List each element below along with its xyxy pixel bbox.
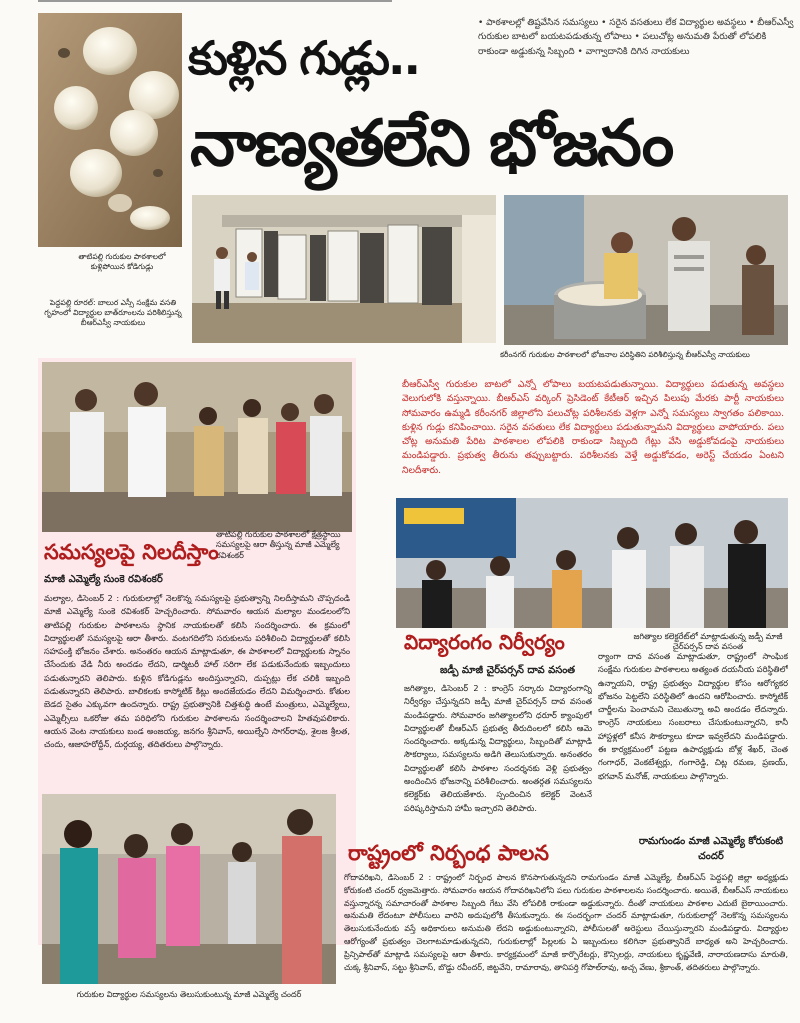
- egg-photo-caption: తాటిపల్లి గురుకుల పాఠశాలలో కుళ్లిపోయిన కోడిగుడ్లు: [78, 252, 166, 271]
- rotten-eggs-photo: [38, 13, 182, 247]
- kitchen-photo-caption: కరీంనగర్ గురుకుల పాఠశాలలో భోజనాల పరిస్థితిని పరిశీలిస్తున్న బీఆర్ఎస్వీ నాయకులు: [500, 350, 750, 359]
- bottom-story-headline: రాష్ట్రంలో నిర్బంధ పాలన: [348, 841, 550, 865]
- bottom-story-body: గోదావరిఖని, డిసెంబర్ 2 : రాష్ట్రంలో నిర్బంధ పాలన కొనసాగుతున్నదని రామగుండం మాజీ ఎమ్మెల్యే, బీఆర్ఎస్ పెద్దపల్లి జిల్లా అధ్యక్షుడు కోరుకంటి చందర్ ధ్వజమెత్తారు. సోమవారం ఆయన గోదావరిఖనిలోని పలు గురుకుల పాఠశాలలను సందర్శించారు. అయితే, బీఆర్ఎస్ నాయకులు వస్తున్నారన్న సమాచారంతో పాఠశాల సిబ్బంది గేటు వేసి లోపలికి రాకుండా అడ్డుకున్నారు. దీంతో నాయకులు పాఠశాల ఎదుటే బైఠాయించారు. అనుమతి లేదంటూ పోలీసులు వారిని అదుపులోకి తీసుకున్నారు. ఈ సందర్భంగా చందర్ మాట్లాడుతూ, గురుకులాల్లో నెలకొన్న సమస్యలను తెలుసుకునేందుకు వస్తే అధికారులు అనుమతి లేదని అడ్డుకుంటున్నారని, పోలీసులతో అరెస్టులు చేయిస్తున్నారని మండిపడ్డారు. విద్యార్థుల ఆరోగ్యంతో ప్రభుత్వం చెలగాటమాడుతున్నదని, గురుకులాల్లో పిల్లలకు ఏ ఇబ్బందులు కలిగినా ప్రభుత్వానిదే బాధ్యత అని హెచ్చరించారు. ప్రిన్సిపాల్‌తో మాట్లాడి సమస్యలపై ఆరా తీశారు. కార్యక్రమంలో మాజీ కార్పొరేటర్లు, కౌన్సిలర్లు, నాయకులు కృష్ణవేణి, నారాయణదాసు మారుతి, చుక్క శ్రీనివాస్, సట్టు శ్రీనివాస్, బొడ్డు రవీందర్, జిట్టవేని, రామారావు, తానిపర్తి గోపాల్‌రావు, అచ్చ వేణు, శ్రీకాంత్, తదితరులు పాల్గొన్నారు.: [344, 873, 788, 972]
- center-story-headline: విద్యారంగం నిర్వీర్యం: [404, 630, 565, 654]
- top-rule: [38, 0, 392, 2]
- kitchen-inspection-photo: [504, 195, 788, 345]
- left-story-byline: మాజీ ఎమ్మెల్యే సుంకె రవిశంకర్: [44, 574, 163, 585]
- left-story-headline: సమస్యలపై నిలదీస్తాం: [44, 540, 219, 564]
- bathroom-photo-caption: పెద్దపల్లి రూరల్: బాలుర ఎస్సీ సంక్షేమ వసతి గృహంలో విద్యార్థుల బాత్‌రూంలను పరిశీలిస్తున్న బీఆర్ఎస్వీ నాయకులు: [44, 298, 182, 327]
- lead-paragraph: బీఆర్ఎస్వీ గురుకుల బాటలో ఎన్నో లోపాలు బయటపడుతున్నాయి. విద్యార్థులు పడుతున్న అవస్థలు వెలుగులోకి వస్తున్నాయి. బీఆర్ఎస్ వర్కింగ్ ప్రెసిడెంట్ కేటీఆర్ ఇచ్చిన పిలుపు మేరకు పార్టీ నాయకులు సోమవారం ఉమ్మడి కరీంనగర్ జిల్లాలోని పలుచోట్ల పరిశీలనకు వెళ్లగా ఎన్నో సమస్యలు స్వాగతం పలికాయి. కుళ్లిన గుడ్లు కనిపించాయి. సరైన వసతులు లేక విద్యార్థులు పడుతున్నామని విద్యార్థులు వాపోయారు. పలు చోట్ల అనుమతి పేరిట పాఠశాలల లోపలికి రాకుండా సిబ్బంది గేట్లు వేసి అడ్డుకోవడంపై నాయకులు మండిపడ్డారు. ప్రభుత్వ తీరును తప్పుబట్టారు. పరిశీలనకు వెళ్తే అడ్డుకోవడం, అరెస్ట్ చేయడం ఏంటని నిలదీశారు.: [402, 379, 784, 476]
- students-interaction-photo: [42, 794, 336, 984]
- headline-rotten-eggs: కుళ్లిన గుడ్లు..: [188, 31, 419, 85]
- tatipalli-visit-photo: [42, 362, 352, 532]
- left-story-body: మల్యాల, డిసెంబర్ 2 : గురుకులాల్లో నెలకొన్న సమస్యలపై ప్రభుత్వాన్ని నిలదీస్తామని చొప్పదండి మాజీ ఎమ్మెల్యే సుంకె రవిశంకర్ హెచ్చరించారు. సోమవారం ఆయన మల్యాల మండలంలోని తాటిపల్లి గురుకుల పాఠశాలను స్థానిక నాయకులతో కలిసి సందర్శించారు. ఈ క్రమంలో విద్యార్థులతో సమస్యలపై ఆరా తీశారు. వంటగదిలోని సరుకులను పరిశీలించి విద్యార్థులతో కలిసి సహపంక్తి భోజనం చేశారు. అనంతరం ఆయన మాట్లాడుతూ, ఈ పాఠశాలలో విద్యార్థులకు స్నానం చేసేందుకు వేడి నీరు అందడం లేదని, డార్మిటరీ హాల్ సరిగా లేక పడుకునేందుకు ఇబ్బందులు పడుతున్నారని తెలిపారు. కుళ్లిన కోడిగుడ్లను అందిస్తున్నారని, దుప్పట్లు లేక చలికి ఇబ్బంది పడుతున్నారని తెలిపారు. బాలికలకు కాస్మోటిక్ కిట్లు అందజేయడం లేదని విమర్శించారు. కోతుల బెడద సైతం ఎక్కువగా ఉందన్నారు. రాష్ట్ర ప్రభుత్వానికి చిత్తశుద్ధి ఉంటే మంత్రులు, ఎమ్మెల్యేలు, ఎమ్మెల్సీలు ఒకరోజు తమ పరిధిలోని గురుకుల పాఠశాలను సందర్శించాలని హితవుపలికారు. ఆయన వెంట నాయకులు బండ అంజయ్య, జనగం శ్రీనివాస్, అయిల్నేని సాగర్‌రావు, శైలజ శ్రీలత, చందు, ఆజాహరోద్దీన్, దుర్గయ్య, తదితరులు పాల్గొన్నారు.: [44, 593, 350, 750]
- bathroom-inspection-photo: [192, 195, 496, 343]
- center-story-body-col1: జగిత్యాల, డిసెంబర్ 2 : కాంగ్రెస్ సర్కారు విద్యారంగాన్ని నిర్వీర్యం చేస్తున్నదని జడ్పీ మాజీ చైర్‌పర్సన్ దావ వసంత మండిపడ్డారు. సోమవారం జగిత్యాలలోని ధరూర్ క్యాంపులో విద్యార్థులతో బీఆర్ఎస్ ప్రభుత్వ తీరుదింలలో కలిసి ఆమె సందర్శించారు. అక్కడున్న విద్యార్థులు, సిబ్బందితో మాట్లాడి సౌకర్యాలు, సమస్యలను అడిగి తెలుసుకున్నారు. అనంతరం విద్యార్థులతో కలిసి పాఠశాల సందర్శనకు వెళ్లి ప్రభుత్వం అందించిన భోజనాన్ని పరిశీలించారు. అంతర్గత సమస్యలను కలెక్టర్‌కు తెలియజేశారు. స్పందించిన కలెక్టర్ వెంటనే పరిష్కరిస్తామని హామీ ఇచ్చారని తెలిపారు.: [404, 683, 592, 813]
- collectorate-photo-caption: జగిత్యాల కలెక్టరేట్‌లో మాట్లాడుతున్న జడ్పీ మాజీ చైర్‌పర్సన్ దావ వసంత: [633, 632, 783, 652]
- story-highlights: • పాఠశాలల్లో తిష్టవేసిన సమస్యలు • సరైన వసతులు లేక విద్యార్థుల అవస్థలు • బీఆర్ఎస్వీ గురుకుల బాటలో బయటపడుతున్న లోపాలు • పలుచోట్ల అనుమతి పేరుతో లోపలికి రాకుండా అడ్డుకున్న సిబ్బంది • వాగ్వాదానికి దిగిన నాయకులు: [478, 18, 794, 57]
- students-photo-caption: గురుకుల విద్యార్థుల సమస్యలను తెలుసుకుంటున్న మాజీ ఎమ్మెల్యే చందర్: [76, 990, 302, 999]
- tatipalli-photo-caption: తాటిపల్లి గురుకుల పాఠశాలలో క్షేత్రస్థాయి సమస్యలపై ఆరా తీస్తున్న మాజీ ఎమ్మెల్యే రవిశంకర్: [216, 530, 341, 560]
- bottom-story-byline: రామగుండం మాజీ ఎమ్మెల్యే కోరుకంటి చందర్: [638, 836, 784, 862]
- center-story-byline: జడ్పీ మాజీ చైర్‌పర్సన్ దావ వసంత: [440, 665, 576, 676]
- headline-poor-food: నాణ్యతలేని భోజనం: [190, 107, 673, 181]
- collectorate-meeting-photo: [396, 498, 788, 628]
- center-story-body-col2: ర్యాంగా దావ వసంత మాట్లాడుతూ, రాష్ట్రంలో సాంఘిక సంక్షేమ గురుకుల పాఠశాలలు అత్యంత దయనీయ పరిస్థితిలో ఉన్నాయని, రాష్ట్ర ప్రభుత్వం విద్యార్థుల కోసం ఆరోగ్యకర భోజనం పెట్టలేని పరిస్థితిలో ఉందని ఆరోపించారు. కాస్మోటిక్ చార్జీలను పెంచామని చెబుతున్నా అవి అందడం లేదన్నారు. కాంగ్రెస్ నాయకులు సంబరాలు చేసుకుంటున్నారని, కానీ హాస్టళ్లలో కనీస సౌకర్యాలు కూడా ఇవ్వలేదని మండిపడ్డారు. ఈ కార్యక్రమంలో పట్టణ ఉపాధ్యక్షుడు బోళ్ల శేఖర్, చెంత గంగాధర్, వెంకటేశ్వర్లు, గంగారెడ్డి, చిట్ల రమణ, ప్రణయ్, భగవాన్ మనోజ్, నాయకులు పాల్గొన్నారు.: [598, 651, 788, 781]
